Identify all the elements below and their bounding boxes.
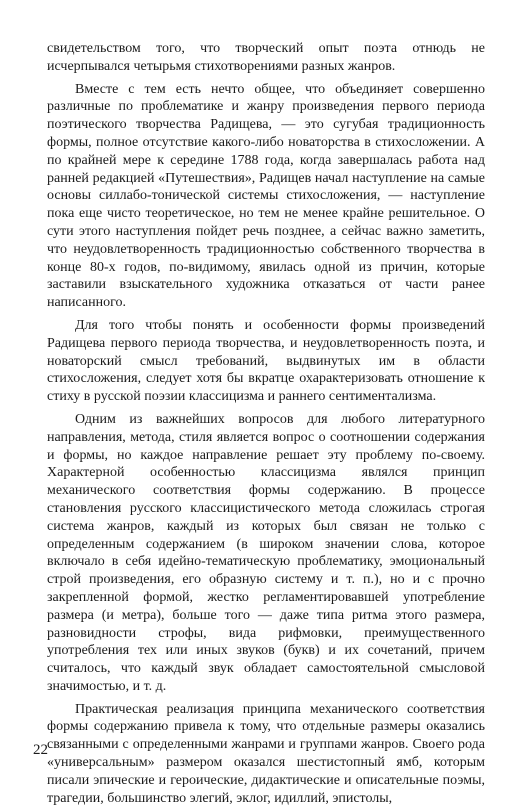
paragraph-classicism: Одним из важнейших вопросов для любого литературного направления, метода, стиля является вопрос о соотношении содержания и формы, но каждое направление решает эту проблему по-своему. Характерной особенностью классицизма являлся принцип механического соответствия формы содержанию. В процессе становления русского классицистического метода сложилась строгая система жанров, каждый из которых был связан не только с определенным содержанием (в широком значении слова, которое включало в себя идейно-тематическую проблематику, эмоциональный строй произведения, его образную систему и т. п.), но и с прочно закрепленной формой, жестко регламентировавшей употребление размера (и метра), больше того — даже типа ритма этого размера, разновидности строфы, вида рифмовки, преимущественного употребления тех или иных звуков (букв) и их сочетаний, причем считалось, что каждый звук обладает самостоятельной смысловой значимостью, и т. д.	[47, 411, 485, 694]
paragraph-continuation: свидетельством того, что творческий опыт поэта отнюдь не исчерпывался четырьмя стихотворениями разных жанров.	[47, 41, 485, 74]
page-body	[47, 40, 485, 812]
paragraph-purpose: Для того чтобы понять и особенности формы произведений Радищева первого периода творчества, и неудовлетворенность поэта, и новаторский смысл требований, выдвинутых им в области стихосложения, следует хотя бы вкратце охарактеризовать отношение к стиху в русской поэзии классицизма и раннего сентиментализма.	[47, 317, 485, 405]
page-number: 22	[33, 742, 48, 758]
paragraph-practical-realization: Практическая реализация принципа механического соответствия формы содержанию привела к тому, что отдельные размеры оказались связанными с определенными жанрами и группами жанров. Своего рода «универсальным» размером оказался шестистопный ямб, которым писали эпические и героические, дидактические и описательные поэмы, трагедии, большинство элегий, эклог, идиллий, эпистолы,	[47, 701, 485, 806]
paragraph-general-traits: Вместе с тем есть нечто общее, что объединяет совершенно различные по проблематике и жанру произведения первого периода поэтического творчества Радищева, — это сугубая традиционность формы, полное отсутствие какого-либо новаторства в стихосложении. А по крайней мере к середине 1788 года, когда завершалась работа над ранней редакцией «Путешествия», Радищев начал наступление на самые основы силлабо-тонической системы стихосложения, — наступление пока еще чисто теоретическое, но тем не менее крайне решительное. О сути этого наступления пойдет речь позднее, а сейчас важно заметить, что неудовлетворенность традиционностью собственного творчества в конце 80-х годов, по-видимому, явилась одной из причин, которые заставили взыскательного художника отказаться от части ранее написанного.	[47, 81, 485, 311]
